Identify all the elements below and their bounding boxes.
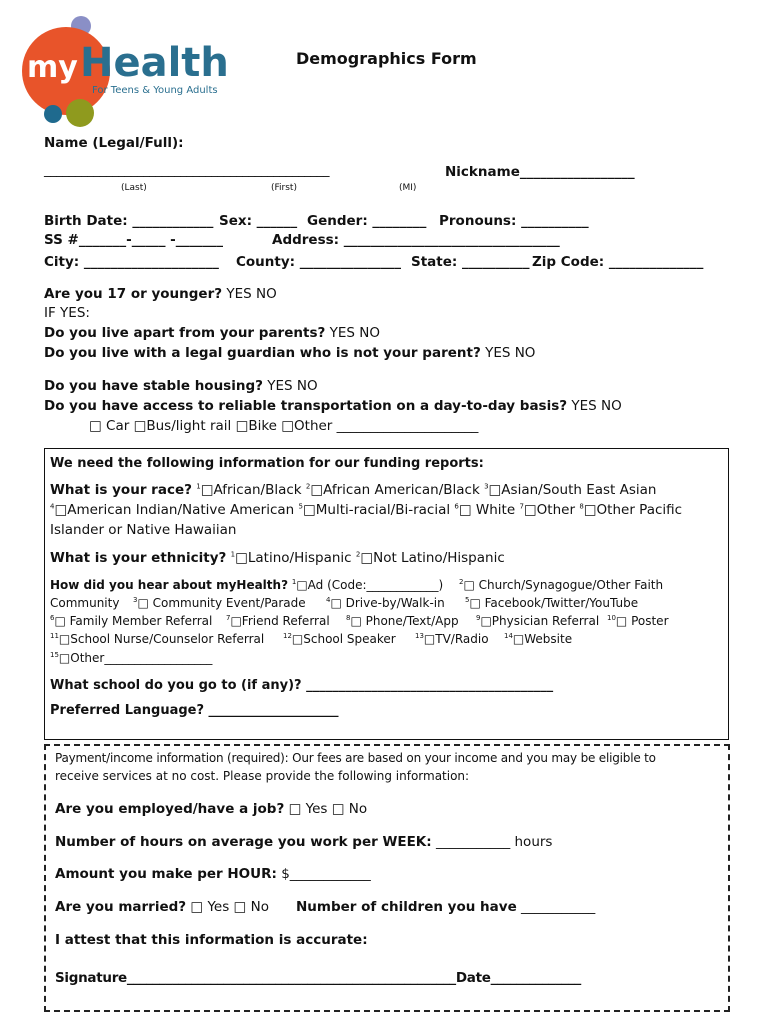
married-label: Are you married? — [55, 899, 187, 915]
form-title: Demographics Form — [296, 49, 477, 68]
race-opt-4[interactable]: □American Indian/Native American — [54, 502, 299, 518]
hourly-label: Amount you make per HOUR: — [55, 866, 277, 882]
name-label: Name (Legal/Full): — [44, 135, 184, 151]
hear-opt-7-wrap: $^7$□Friend Referral — [226, 614, 330, 628]
city-field[interactable]: City: ____________________ — [44, 254, 219, 270]
ss-field[interactable]: SS #_______-_____ -_______ — [44, 232, 224, 248]
hear-opt-11[interactable]: □School Nurse/Counselor Referral — [58, 632, 265, 646]
hear-row-2 — [50, 596, 119, 610]
race-opt-5[interactable]: □Multi-racial/Bi-racial — [303, 502, 455, 518]
housing-q-label: Do you have stable housing? — [44, 378, 263, 394]
hear-label: How did you hear about myHealth? — [50, 578, 289, 592]
logo — [20, 14, 240, 129]
ethnicity-opt-1[interactable]: □Latino/Hispanic — [235, 550, 356, 566]
sex-field[interactable]: Sex: ______ — [219, 213, 298, 229]
hourly-field[interactable]: $____________ — [276, 866, 371, 882]
name-sub-mi: (MI) — [399, 183, 417, 193]
hours-label: Number of hours on average you work per WEEK: — [55, 834, 432, 850]
logo-dot-blue — [44, 105, 62, 123]
hear-opt-15[interactable]: □Other__________________ — [58, 651, 213, 665]
apart-question — [44, 325, 380, 341]
zip-field[interactable]: Zip Code: ______________ — [532, 254, 704, 270]
payment-intro-2: receive services at no cost. Please provide the following information: — [55, 769, 470, 783]
ethnicity-opt-2[interactable]: □Not Latino/Hispanic — [360, 550, 505, 566]
housing-question — [44, 378, 318, 394]
children-label: Number of children you have — [296, 899, 517, 915]
birth-date-field[interactable]: Birth Date: ____________ — [44, 213, 214, 229]
hourly-row — [55, 866, 371, 882]
language-field[interactable]: Preferred Language? ____________________ — [50, 703, 339, 718]
name-line[interactable]: ______________________________________________ — [44, 163, 330, 178]
hear-opt-6-wrap: $^6$□ Family Member Referral — [50, 614, 213, 628]
hear-opt-13[interactable]: □TV/Radio — [423, 632, 489, 646]
hours-row — [55, 834, 552, 850]
guardian-question — [44, 345, 535, 361]
hear-opt-10-wrap: $^{10}$□ Poster — [607, 614, 669, 628]
transport-q-options[interactable]: YES NO — [567, 398, 622, 414]
hear-opt-3[interactable]: □ Community Event/Parade — [137, 596, 306, 610]
logo-health: Health — [80, 40, 229, 86]
children-field[interactable]: ___________ — [516, 899, 596, 915]
employed-row — [55, 801, 367, 817]
hear-opt-3-wrap: $^3$□ Community Event/Parade — [133, 596, 306, 610]
ethnicity-row: What is your ethnicity? $^1$□Latino/Hispanic $^2$□Not Latino/Hispanic — [50, 550, 505, 566]
employed-options[interactable]: □ Yes □ No — [284, 801, 368, 817]
race-opt-1[interactable]: □African/Black — [200, 482, 306, 498]
if-yes-label: IF YES: — [44, 305, 90, 321]
name-sub-last: (Last) — [121, 183, 147, 193]
logo-my: my — [27, 50, 78, 85]
signature-field[interactable]: Signature___________________________________________________Date______________ — [55, 970, 581, 986]
children-row — [296, 899, 595, 915]
transport-question — [44, 398, 622, 414]
age-question — [44, 286, 277, 302]
state-field[interactable]: State: __________ — [411, 254, 530, 270]
hear-opt-2-cont[interactable]: Community — [50, 596, 120, 610]
hear-opt-9[interactable]: □Physician Referral — [480, 614, 600, 628]
funding-heading: We need the following information for our funding reports: — [50, 456, 484, 471]
race-opt-8[interactable]: □Other Pacific — [583, 502, 683, 518]
married-row — [55, 899, 269, 915]
guardian-q-options[interactable]: YES NO — [480, 345, 536, 361]
race-row-2: $^4$□American Indian/Native American $^5$□Multi-racial/Bi-racial $^6$□ White $^7$□Other $^8$□Other Pacific — [50, 502, 683, 518]
race-label: What is your race? — [50, 482, 192, 498]
hear-opt-12-wrap: $^{12}$□School Speaker — [283, 632, 396, 646]
transport-options[interactable]: □ Car □Bus/light rail □Bike □Other _____________________ — [89, 418, 479, 434]
employed-label: Are you employed/have a job? — [55, 801, 285, 817]
payment-intro-1: Payment/income information (required): Our fees are based on your income and you may be eligible to — [55, 751, 656, 765]
hours-field[interactable]: ___________ hours — [431, 834, 553, 850]
attest-label: I attest that this information is accurate: — [55, 932, 368, 948]
hear-opt-8[interactable]: □ Phone/Text/App — [350, 614, 459, 628]
hear-opt-14-wrap: $^{14}$□Website — [504, 632, 573, 646]
hear-opt-15-wrap: $^{15}$□Other__________________ — [50, 651, 213, 665]
guardian-q-label: Do you live with a legal guardian who is not your parent? — [44, 345, 481, 361]
hear-row-1: How did you hear about myHealth? $^1$□Ad (Code:____________) — [50, 578, 444, 592]
age-q-options[interactable]: YES NO — [222, 286, 277, 302]
pronouns-field[interactable]: Pronouns: __________ — [439, 213, 589, 229]
hear-opt-12[interactable]: □School Speaker — [291, 632, 396, 646]
hear-row-1b: $^2$□ Church/Synagogue/Other Faith — [459, 578, 664, 592]
hear-opt-5-wrap: $^5$□ Facebook/Twitter/YouTube — [465, 596, 639, 610]
race-row-3: Islander or Native Hawaiian — [50, 522, 237, 538]
ethnicity-label: What is your ethnicity? — [50, 550, 227, 566]
hear-opt-14[interactable]: □Website — [512, 632, 573, 646]
hear-opt-11-wrap: $^{11}$□School Nurse/Counselor Referral — [50, 632, 265, 646]
address-field[interactable]: Address: ________________________________ — [272, 232, 560, 248]
married-options[interactable]: □ Yes □ No — [186, 899, 269, 915]
name-sub-first: (First) — [271, 183, 297, 193]
hear-opt-7[interactable]: □Friend Referral — [230, 614, 330, 628]
county-field[interactable]: County: _______________ — [236, 254, 402, 270]
hear-opt-2[interactable]: □ Church/Synagogue/Other Faith — [463, 578, 664, 592]
apart-q-label: Do you live apart from your parents? — [44, 325, 326, 341]
hear-opt-9-wrap: $^9$□Physician Referral — [476, 614, 600, 628]
race-opt-3[interactable]: □Asian/South East Asian — [488, 482, 657, 498]
hear-opt-4-wrap: $^4$□ Drive-by/Walk-in — [326, 596, 445, 610]
transport-q-label: Do you have access to reliable transportation on a day-to-day basis? — [44, 398, 568, 414]
apart-q-options[interactable]: YES NO — [325, 325, 380, 341]
race-opt-6[interactable]: □ White — [458, 502, 520, 518]
age-q-label: Are you 17 or younger? — [44, 286, 223, 302]
race-opt-7[interactable]: □Other — [523, 502, 580, 518]
hear-opt-5[interactable]: □ Facebook/Twitter/YouTube — [469, 596, 639, 610]
hear-opt-13-wrap: $^{13}$□TV/Radio — [415, 632, 489, 646]
gender-field[interactable]: Gender: ________ — [307, 213, 427, 229]
logo-tagline: For Teens & Young Adults — [92, 85, 218, 96]
hear-opt-6[interactable]: □ Family Member Referral — [54, 614, 213, 628]
school-field[interactable]: What school do you go to (if any)? ______________________________________ — [50, 678, 554, 693]
hear-opt-10[interactable]: □ Poster — [615, 614, 669, 628]
housing-q-options[interactable]: YES NO — [262, 378, 318, 394]
race-opt-2[interactable]: □African American/Black — [310, 482, 485, 498]
hear-opt-4[interactable]: □ Drive-by/Walk-in — [330, 596, 445, 610]
hear-opt-1[interactable]: □Ad (Code:____________) — [296, 578, 444, 592]
race-row-1: What is your race? $^1$□African/Black $^2$□African American/Black $^3$□Asian/South East Asian — [50, 482, 657, 498]
hear-opt-8-wrap: $^8$□ Phone/Text/App — [346, 614, 459, 628]
nickname-field[interactable]: Nickname_________________ — [445, 164, 635, 180]
logo-dot-olive — [66, 99, 94, 127]
